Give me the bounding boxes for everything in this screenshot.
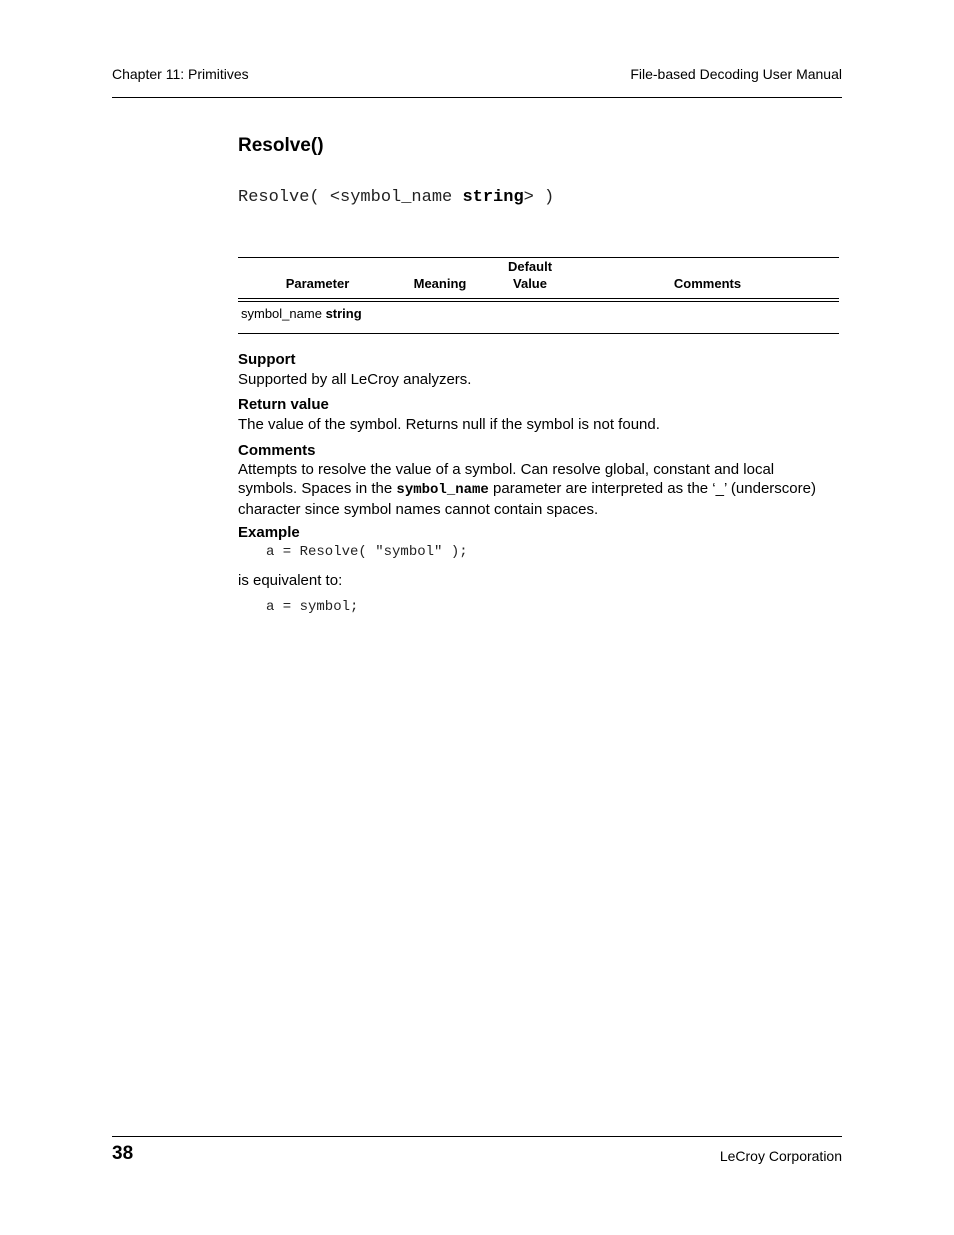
- header-rule: [112, 97, 842, 98]
- comments-line-2-after: parameter are interpreted as the ‘_’ (underscore): [488, 480, 816, 497]
- param-name-cell: symbol_name: [241, 306, 322, 321]
- page-number: 38: [112, 1143, 134, 1164]
- section-title: Resolve(): [238, 135, 324, 156]
- function-signature: [238, 188, 554, 207]
- example-between-text: is equivalent to:: [238, 572, 343, 589]
- column-header-default-line1: Default: [507, 259, 553, 274]
- signature-prefix: Resolve( <symbol_name: [238, 188, 463, 207]
- example-code-1: a = Resolve( "symbol" );: [266, 544, 468, 560]
- running-header-chapter: Chapter 11: Primitives: [112, 66, 249, 82]
- signature-type: string: [462, 188, 524, 207]
- comments-line-3: character since symbol names cannot contain spaces.: [238, 501, 599, 518]
- example-code-2: a = symbol;: [266, 599, 359, 615]
- column-header-default-line2: Value: [513, 276, 547, 291]
- table-bottom-rule: [238, 333, 839, 334]
- support-text: Supported by all LeCroy analyzers.: [238, 371, 472, 388]
- signature-suffix: > ): [523, 188, 555, 207]
- table-header-rule-lower: [238, 301, 839, 302]
- inline-code-symbol-name: symbol_name: [396, 482, 489, 498]
- comments-paragraph: [238, 460, 843, 519]
- footer-company: LeCroy Corporation: [719, 1148, 842, 1164]
- return-value-text: The value of the symbol. Returns null if the symbol is not found.: [238, 416, 660, 433]
- column-header-meaning: Meaning: [413, 276, 467, 291]
- table-header-rule-upper: [238, 298, 839, 299]
- comments-heading: Comments: [238, 442, 316, 459]
- comments-line-2: [238, 479, 843, 500]
- param-type-cell: string: [325, 306, 362, 321]
- table-top-rule: [238, 257, 839, 258]
- footer-rule: [112, 1136, 842, 1137]
- support-heading: Support: [238, 351, 296, 368]
- table-row: [241, 306, 362, 321]
- comments-line-2-before: symbols. Spaces in the: [238, 480, 397, 497]
- example-heading: Example: [238, 524, 300, 541]
- comments-line-1: Attempts to resolve the value of a symbol. Can resolve global, constant and local: [238, 461, 775, 478]
- running-header-manual: File-based Decoding User Manual: [630, 66, 842, 82]
- column-header-parameter: Parameter: [285, 276, 350, 291]
- return-value-heading: Return value: [238, 396, 329, 413]
- column-header-comments: Comments: [673, 276, 742, 291]
